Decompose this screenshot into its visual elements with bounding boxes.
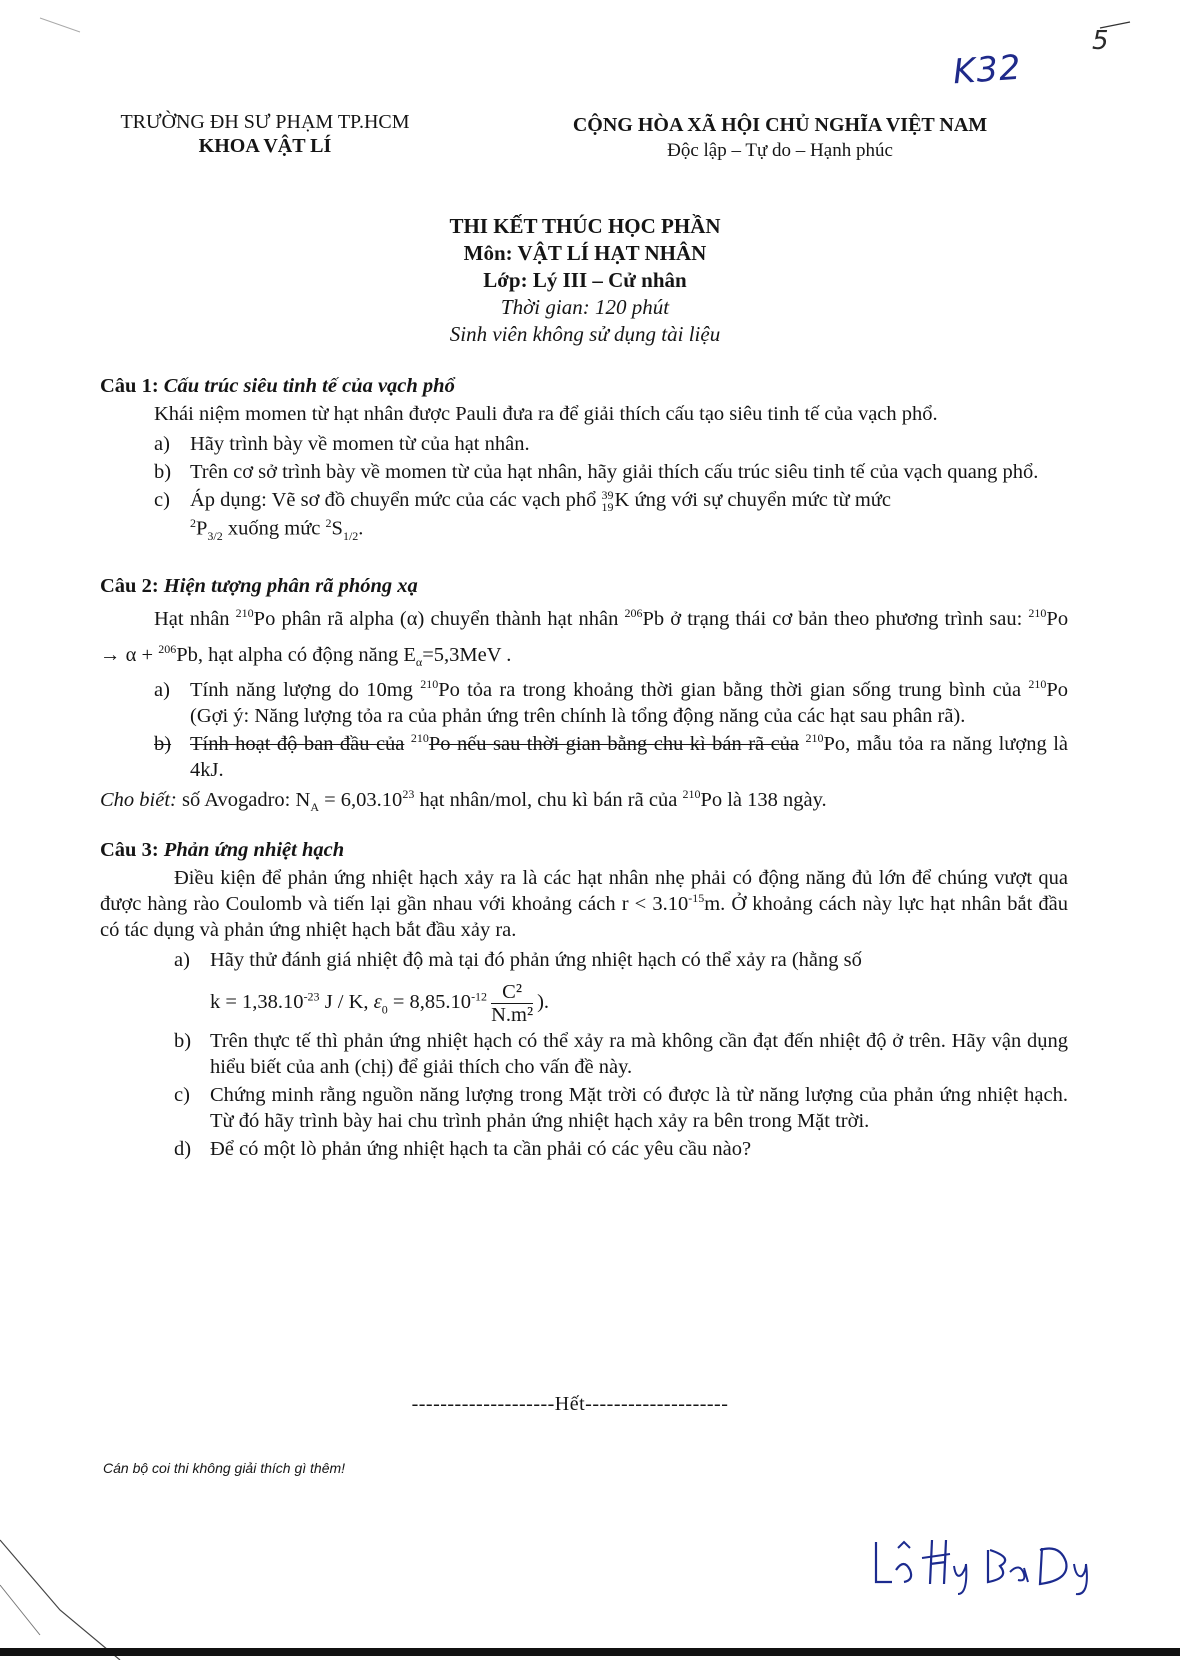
text-segment: Po tỏa ra trong khoảng thời gian bằng thời gian sống trung bình của bbox=[438, 679, 1022, 702]
question-3-intro bbox=[100, 865, 1068, 943]
item-text: Chứng minh rằng nguồn năng lượng trong Mặt trời có được là từ năng lượng của phản ứng nhiệt hạch. Từ đó hãy trình bày hai chu trình phản ứng nhiệt hạch xảy ra bên trong Mặt trời. bbox=[210, 1084, 1068, 1133]
item-text: Để có một lò phản ứng nhiệt hạch ta cần phải có các yêu cầu nào? bbox=[210, 1138, 752, 1161]
question-3a bbox=[100, 947, 1068, 1026]
term-symbol: S bbox=[331, 518, 343, 540]
avogadro-subscript: A bbox=[310, 800, 319, 815]
item-text: Trên cơ sở trình bày về momen từ của hạt nhân, hãy giải thích cấu trúc siêu tinh tế của vạch quang phổ. bbox=[190, 461, 1039, 483]
mass-number: 210 bbox=[235, 606, 254, 621]
text-segment: Po nếu sau thời gian bằng chu kì bán rã của bbox=[428, 733, 800, 756]
question-3b bbox=[100, 1028, 1068, 1080]
given-label: Cho biết: bbox=[100, 789, 177, 812]
constants-formula bbox=[210, 981, 549, 1026]
text-segment: ). bbox=[537, 991, 550, 1014]
text-segment: Điều kiện để phản ứng nhiệt hạch xảy ra là các hạt nhân nhẹ phải có động năng đủ lớn để chúng vượt qua được hàng rào Coulomb và tiến lại gần nhau với khoảng cách bbox=[100, 867, 1068, 916]
alpha-symbol: (α) bbox=[399, 608, 425, 631]
energy-subscript: α bbox=[415, 655, 423, 670]
term-multiplicity: 2 bbox=[325, 516, 332, 531]
text-segment: Po, mẫu tỏa ra năng lượng là 4kJ. bbox=[190, 733, 1068, 782]
text-segment: số Avogadro: bbox=[182, 789, 291, 812]
boltzmann-value: k = 1,38.10 bbox=[210, 991, 304, 1014]
exam-title-line1: THI KẾT THÚC HỌC PHẦN bbox=[449, 214, 721, 238]
mass-number: 210 bbox=[1028, 606, 1047, 621]
school-name: TRƯỜNG ĐH SƯ PHẠM TP.HCM bbox=[120, 111, 410, 133]
question-2 bbox=[100, 573, 1068, 813]
question-1 bbox=[100, 373, 1068, 547]
distance-value: r < 3.10 bbox=[621, 893, 689, 916]
element-symbol: Pb bbox=[642, 608, 665, 631]
question-2a bbox=[100, 677, 1068, 729]
question-1-intro: Khái niệm momen từ hạt nhân được Pauli đưa ra để giải thích cấu tạo siêu tinh tế của vạch phổ. bbox=[154, 403, 938, 425]
mass-number: 210 bbox=[410, 731, 429, 746]
item-marker: a) bbox=[154, 433, 170, 455]
mass-number: 210 bbox=[805, 731, 824, 746]
question-3-label: Câu 3: bbox=[100, 839, 159, 862]
item-text bbox=[210, 947, 1068, 1026]
epsilon-subscript: 0 bbox=[381, 1002, 388, 1017]
item-marker: b) bbox=[174, 1030, 192, 1053]
epsilon-symbol: ε bbox=[373, 991, 382, 1014]
text-segment: Po là 138 ngày. bbox=[700, 789, 827, 812]
text-segment: Hạt nhân bbox=[154, 608, 230, 631]
question-1a bbox=[100, 431, 1068, 457]
question-3-items bbox=[100, 947, 1068, 1162]
question-1-title: Cấu trúc siêu tinh tế của vạch phổ bbox=[163, 375, 455, 397]
fraction-numerator: C² bbox=[491, 981, 533, 1004]
exam-class: Lớp: Lý III – Cử nhân bbox=[483, 268, 687, 292]
element-symbol: Po bbox=[253, 608, 276, 631]
item-marker: a) bbox=[154, 679, 170, 702]
question-1-items bbox=[100, 431, 1068, 547]
item-text bbox=[190, 487, 1068, 547]
boltzmann-unit: J / K, bbox=[324, 991, 369, 1014]
text-segment: Po (Gợi ý: Năng lượng tỏa ra của phản ứng trên chính là tổng động năng của các hạt sau phân rã). bbox=[190, 679, 1068, 728]
item-text: Hãy trình bày về momen từ của hạt nhân. bbox=[190, 433, 530, 455]
question-3d bbox=[100, 1136, 1068, 1162]
handwritten-code: K32 bbox=[951, 47, 1023, 93]
header-national bbox=[545, 112, 1015, 164]
text-segment: . Ở khoảng cách này lực hạt nhân bắt đầu có tác dụng và phản ứng nhiệt hạch bắt đầu xảy ra. bbox=[100, 893, 1069, 942]
question-3c bbox=[100, 1082, 1068, 1134]
footer-note: Cán bộ coi thi không giải thích gì thêm! bbox=[103, 1460, 346, 1476]
avogadro-symbol: N bbox=[295, 789, 311, 812]
item-marker: c) bbox=[174, 1084, 190, 1107]
term-j: 3/2 bbox=[207, 529, 223, 544]
item-text bbox=[190, 677, 1068, 729]
text-segment: chuyển thành hạt nhân bbox=[430, 608, 619, 631]
atomic-number: 19 bbox=[601, 500, 614, 515]
question-3-heading bbox=[100, 837, 1068, 863]
distance-exponent: -15 bbox=[688, 891, 705, 906]
epsilon-exponent: -12 bbox=[471, 989, 488, 1004]
mass-number: 206 bbox=[624, 606, 643, 621]
text-segment: Tính hoạt độ ban đầu của bbox=[190, 733, 405, 756]
boltzmann-exponent: -23 bbox=[303, 989, 320, 1004]
nuclide-notation bbox=[602, 489, 614, 513]
question-2-intro bbox=[100, 601, 1068, 673]
question-3 bbox=[100, 837, 1068, 1162]
text-segment: Tính năng lượng do 10mg bbox=[190, 679, 413, 702]
mass-number: 210 bbox=[682, 787, 701, 802]
question-2-heading bbox=[100, 573, 1068, 599]
epsilon-unit-fraction bbox=[491, 981, 533, 1026]
text-segment: phân rã alpha bbox=[281, 608, 394, 631]
item-text: Trên thực tế thì phản ứng nhiệt hạch có thể xảy ra mà không cần đạt đến nhiệt độ ở trên. Hãy vận dụng hiểu biết của anh (chị) để giải thích cho vấn đề này. bbox=[210, 1030, 1068, 1079]
handwritten-signature bbox=[870, 1528, 1110, 1598]
mass-number: 210 bbox=[1028, 677, 1047, 692]
text-segment: Áp dụng: Vẽ sơ đồ chuyển mức của các vạch phổ bbox=[190, 489, 597, 511]
question-1-heading bbox=[100, 373, 1068, 399]
mass-number: 39 bbox=[601, 488, 614, 503]
text-segment: ở trạng thái cơ bản theo phương trình sau: bbox=[670, 608, 1023, 631]
distance-unit: m bbox=[704, 893, 721, 916]
text-segment: Hãy thử đánh giá nhiệt độ mà tại đó phản ứng nhiệt hạch có thể xảy ra (hằng số bbox=[210, 949, 862, 972]
question-1c bbox=[100, 487, 1068, 547]
avogadro-value: = 6,03.10 bbox=[324, 789, 403, 812]
fraction-denominator: N.m² bbox=[491, 1004, 534, 1027]
term-j: 1/2 bbox=[342, 529, 359, 544]
question-1b bbox=[100, 459, 1068, 485]
given-constants bbox=[100, 787, 1068, 813]
term-symbol: P bbox=[196, 518, 208, 540]
faculty-name: KHOA VẬT LÍ bbox=[198, 135, 332, 157]
mass-number: 210 bbox=[420, 677, 439, 692]
element-symbol: K bbox=[614, 489, 630, 511]
energy-symbol: E bbox=[403, 644, 416, 667]
national-motto: Độc lập – Tự do – Hạnh phúc bbox=[667, 140, 893, 161]
question-2-title: Hiện tượng phân rã phóng xạ bbox=[163, 575, 418, 598]
header-school bbox=[100, 110, 430, 158]
element-symbol: Pb bbox=[176, 644, 198, 667]
avogadro-exponent: 23 bbox=[402, 787, 415, 802]
question-3-title: Phản ứng nhiệt hạch bbox=[163, 839, 345, 862]
mass-number: 206 bbox=[158, 642, 177, 657]
exam-content bbox=[100, 373, 1068, 1164]
question-2b bbox=[100, 731, 1068, 783]
item-marker: a) bbox=[174, 949, 190, 972]
question-2-label: Câu 2: bbox=[100, 575, 159, 598]
question-2-items bbox=[100, 677, 1068, 783]
text-segment: xuống mức bbox=[227, 518, 321, 540]
item-text bbox=[190, 731, 1068, 783]
national-title: CỘNG HÒA XÃ HỘI CHỦ NGHĨA VIỆT NAM bbox=[572, 114, 988, 136]
decay-equation: Po → α + bbox=[100, 608, 1069, 667]
text-segment: hạt nhân/mol, chu kì bán rã của bbox=[419, 789, 678, 812]
end-marker: --------------------Hết-------------------- bbox=[411, 1393, 729, 1415]
term-multiplicity: 2 bbox=[190, 516, 196, 531]
exam-subject: Môn: VẬT LÍ HẠT NHÂN bbox=[463, 241, 707, 265]
exam-rule: Sinh viên không sử dụng tài liệu bbox=[449, 322, 721, 346]
item-marker: b) bbox=[154, 461, 172, 483]
handwritten-corner-mark: 5 bbox=[1092, 26, 1109, 56]
item-marker: b) bbox=[154, 733, 172, 756]
exam-title bbox=[330, 213, 840, 348]
text-segment: . bbox=[358, 518, 364, 540]
exam-duration: Thời gian: 120 phút bbox=[500, 295, 670, 319]
question-1-label: Câu 1: bbox=[100, 375, 159, 397]
text-segment: , hạt alpha có động năng bbox=[197, 644, 399, 667]
text-segment: ứng với sự chuyển mức từ mức bbox=[634, 489, 892, 511]
epsilon-value: = 8,85.10 bbox=[392, 991, 472, 1014]
item-marker: c) bbox=[154, 489, 170, 511]
item-marker: d) bbox=[174, 1138, 192, 1161]
energy-value: =5,3MeV . bbox=[422, 644, 512, 667]
